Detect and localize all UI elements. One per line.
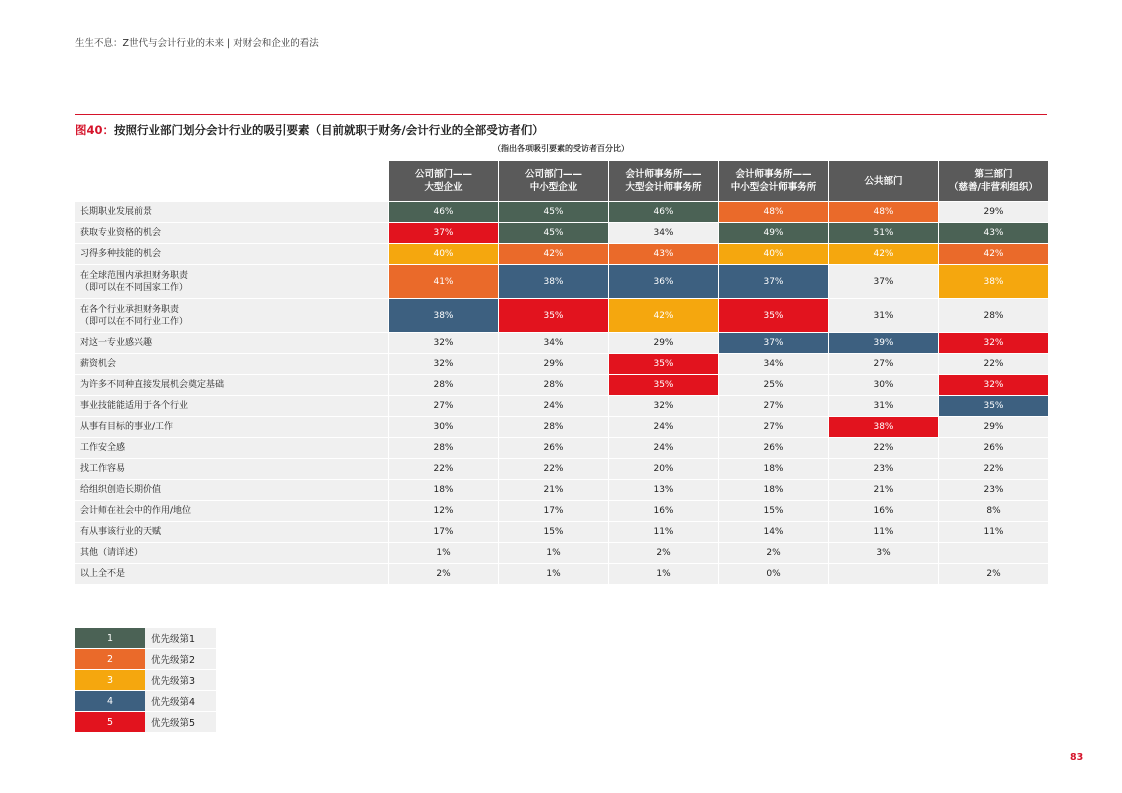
table-row [75,265,1049,299]
value-cell: 23% [939,480,1049,501]
legend-label: 优先级第4 [145,691,216,712]
value-cell: 27% [719,396,829,417]
value-cell: 27% [829,354,939,375]
legend-label: 优先级第2 [145,649,216,670]
value-cell: 36% [609,265,719,299]
table-row [75,244,1049,265]
table-row [75,202,1049,223]
value-cell: 28% [939,299,1049,333]
value-cell: 42% [939,244,1049,265]
row-label: 有从事该行业的天赋 [75,522,389,543]
value-cell: 37% [719,333,829,354]
value-cell: 11% [939,522,1049,543]
table-row [75,375,1049,396]
value-cell: 39% [829,333,939,354]
value-cell: 31% [829,396,939,417]
value-cell: 30% [829,375,939,396]
value-cell: 42% [829,244,939,265]
value-cell: 1% [389,543,499,564]
value-cell: 48% [719,202,829,223]
value-cell: 14% [719,522,829,543]
value-cell: 17% [499,501,609,522]
value-cell: 38% [499,265,609,299]
table-row [75,354,1049,375]
figure-title-text: 按照行业部门划分会计行业的吸引要素（目前就职于财务/会计行业的全部受访者们） [114,123,544,137]
legend-swatch: 3 [75,670,145,691]
row-label: 对这一专业感兴趣 [75,333,389,354]
value-cell: 48% [829,202,939,223]
value-cell: 29% [939,202,1049,223]
value-cell: 11% [829,522,939,543]
value-cell: 12% [389,501,499,522]
value-cell: 22% [829,438,939,459]
row-label: 获取专业资格的机会 [75,223,389,244]
value-cell: 13% [609,480,719,501]
value-cell: 1% [499,564,609,585]
value-cell: 43% [939,223,1049,244]
table-row [75,396,1049,417]
table-row [75,501,1049,522]
value-cell [939,543,1049,564]
row-label: 以上全不是 [75,564,389,585]
value-cell: 2% [389,564,499,585]
value-cell: 21% [829,480,939,501]
value-cell: 15% [719,501,829,522]
value-cell: 27% [719,417,829,438]
value-cell: 25% [719,375,829,396]
value-cell: 41% [389,265,499,299]
column-header: 公共部门 [829,161,939,202]
legend-item [75,649,216,670]
value-cell: 28% [389,438,499,459]
row-label: 工作安全感 [75,438,389,459]
value-cell: 2% [939,564,1049,585]
table-header-row [75,161,1049,202]
legend-label: 优先级第1 [145,628,216,649]
row-label: 找工作容易 [75,459,389,480]
value-cell: 16% [829,501,939,522]
figure-label: 图40： [75,123,115,137]
value-cell: 22% [939,354,1049,375]
value-cell: 17% [389,522,499,543]
legend-swatch: 4 [75,691,145,712]
value-cell: 34% [499,333,609,354]
table-row [75,417,1049,438]
header-corner [75,161,389,202]
table-row [75,438,1049,459]
value-cell: 42% [499,244,609,265]
column-header: 会计师事务所—— 中小型会计师事务所 [719,161,829,202]
row-label: 其他（请详述） [75,543,389,564]
legend-item [75,628,216,649]
value-cell: 28% [499,375,609,396]
value-cell: 35% [939,396,1049,417]
value-cell: 11% [609,522,719,543]
value-cell: 31% [829,299,939,333]
value-cell: 42% [609,299,719,333]
value-cell: 29% [609,333,719,354]
legend-swatch: 5 [75,712,145,733]
value-cell: 43% [609,244,719,265]
value-cell: 32% [939,375,1049,396]
value-cell: 37% [719,265,829,299]
value-cell: 29% [939,417,1049,438]
value-cell: 0% [719,564,829,585]
table-row [75,564,1049,585]
value-cell: 46% [389,202,499,223]
table-body [75,202,1049,585]
value-cell: 35% [719,299,829,333]
value-cell: 2% [719,543,829,564]
column-header: 第三部门 （慈善/非营利组织） [939,161,1049,202]
value-cell: 38% [829,417,939,438]
value-cell: 38% [389,299,499,333]
value-cell: 22% [389,459,499,480]
row-label: 给组织创造长期价值 [75,480,389,501]
value-cell: 23% [829,459,939,480]
row-label: 习得多种技能的机会 [75,244,389,265]
value-cell: 32% [389,333,499,354]
table-row [75,522,1049,543]
value-cell: 29% [499,354,609,375]
table-row [75,223,1049,244]
running-header: 生生不息：Z世代与会计行业的未来 | 对财会和企业的看法 [75,38,319,49]
value-cell: 26% [719,438,829,459]
row-label: 长期职业发展前景 [75,202,389,223]
value-cell: 28% [499,417,609,438]
value-cell: 35% [609,375,719,396]
value-cell: 49% [719,223,829,244]
header-rule [75,114,1047,115]
row-label: 为许多不同种直接发展机会奠定基础 [75,375,389,396]
value-cell: 35% [609,354,719,375]
table-row [75,333,1049,354]
value-cell: 32% [609,396,719,417]
legend-label: 优先级第5 [145,712,216,733]
value-cell: 35% [499,299,609,333]
value-cell: 45% [499,202,609,223]
value-cell: 37% [389,223,499,244]
value-cell: 22% [939,459,1049,480]
table-row [75,299,1049,333]
page-number: 83 [1070,752,1084,763]
value-cell: 38% [939,265,1049,299]
attraction-factors-table [75,161,1049,585]
value-cell: 28% [389,375,499,396]
value-cell: 51% [829,223,939,244]
value-cell: 30% [389,417,499,438]
row-label: 在全球范围内承担财务职责 （即可以在不同国家工作） [75,265,389,299]
value-cell [829,564,939,585]
value-cell: 16% [609,501,719,522]
legend-item [75,691,216,712]
value-cell: 24% [609,417,719,438]
figure-subtitle: （指出各项吸引要素的受访者百分比） [493,144,629,153]
value-cell: 26% [499,438,609,459]
value-cell: 40% [719,244,829,265]
legend-item [75,712,216,733]
value-cell: 2% [609,543,719,564]
value-cell: 32% [389,354,499,375]
legend-swatch: 2 [75,649,145,670]
value-cell: 26% [939,438,1049,459]
value-cell: 37% [829,265,939,299]
value-cell: 34% [609,223,719,244]
figure-title [75,122,544,138]
legend-label: 优先级第3 [145,670,216,691]
value-cell: 20% [609,459,719,480]
row-label: 在各个行业承担财务职责 （即可以在不同行业工作） [75,299,389,333]
value-cell: 24% [499,396,609,417]
value-cell: 27% [389,396,499,417]
value-cell: 45% [499,223,609,244]
column-header: 公司部门—— 中小型企业 [499,161,609,202]
value-cell: 1% [609,564,719,585]
row-label: 从事有目标的事业/工作 [75,417,389,438]
value-cell: 32% [939,333,1049,354]
value-cell: 18% [719,480,829,501]
row-label: 薪资机会 [75,354,389,375]
value-cell: 34% [719,354,829,375]
column-header: 会计师事务所—— 大型会计师事务所 [609,161,719,202]
value-cell: 46% [609,202,719,223]
table-row [75,480,1049,501]
value-cell: 1% [499,543,609,564]
value-cell: 21% [499,480,609,501]
legend-swatch: 1 [75,628,145,649]
table-row [75,459,1049,480]
value-cell: 22% [499,459,609,480]
table-row [75,543,1049,564]
value-cell: 3% [829,543,939,564]
value-cell: 40% [389,244,499,265]
value-cell: 18% [389,480,499,501]
value-cell: 24% [609,438,719,459]
value-cell: 18% [719,459,829,480]
priority-legend [75,628,216,733]
value-cell: 8% [939,501,1049,522]
legend-item [75,670,216,691]
row-label: 会计师在社会中的作用/地位 [75,501,389,522]
row-label: 事业技能能适用于各个行业 [75,396,389,417]
column-header: 公司部门—— 大型企业 [389,161,499,202]
value-cell: 15% [499,522,609,543]
